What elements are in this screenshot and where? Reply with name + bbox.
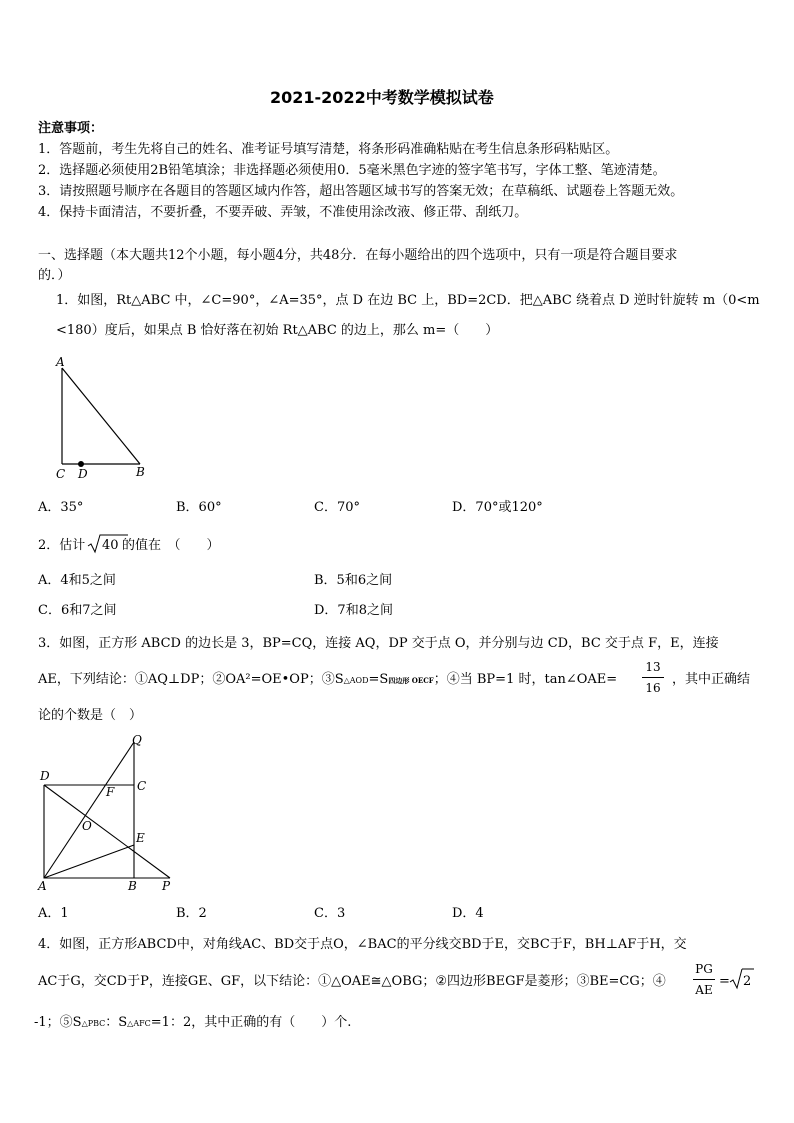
- q3-frac-line: [642, 677, 664, 678]
- q4-stem: 4．如图，正方形ABCD中，对角线AC、BD交于点O，∠BAC的平分线交BD于E，交BC于F，BH⊥AF于H，交: [38, 937, 687, 952]
- q4-frac-line: [693, 979, 715, 980]
- q3-option-b: B．2: [176, 906, 207, 921]
- q2-option-d: D．7和8之间: [314, 603, 393, 618]
- notice-item-2: 2．选择题必须使用2B铅笔填涂；非选择题必须使用0．5毫米黑色字迹的签字笔书写，字体工整、笔迹清楚。: [38, 163, 666, 178]
- q4-equals: =: [719, 974, 730, 989]
- q4-stem-line3-pre: -1；⑤S: [34, 1015, 82, 1030]
- q1-label-d: D: [78, 467, 88, 481]
- q4-sqrt-arg: 2: [743, 974, 752, 989]
- q3-label-d: D: [40, 769, 50, 783]
- q2-stem-pre: 2．估计: [38, 538, 86, 553]
- section-heading-cont: 的．）: [38, 268, 71, 283]
- q1-option-a: A．35°: [38, 500, 84, 515]
- q1-option-b: B．60°: [176, 500, 222, 515]
- q4-stem-line2: AC于G，交CD于P，连接GE、GF，以下结论：①△OAE≅△OBG；②四边形BEGF是菱形；③BE=CG；④: [38, 974, 666, 989]
- q1-figure: [50, 352, 160, 482]
- q3-stem-line2-tail: ，其中正确结: [672, 672, 751, 687]
- q1-stem: 1．如图，Rt△ABC 中，∠C=90°，∠A=35°，点 D 在边 BC 上，BD=2CD．把△ABC 绕着点 D 逆时针旋转 m（0<m: [56, 293, 760, 308]
- q4-sqrt-sign: [730, 968, 744, 990]
- q3-stem-line3: 论的个数是（ ）: [38, 708, 143, 723]
- q3-stem-line2-post: ；④当 BP=1 时，tan∠OAE=: [433, 672, 618, 687]
- page-title: 2021-2022中考数学模拟试卷: [270, 88, 494, 107]
- q3-label-b: B: [128, 879, 137, 893]
- notice-item-1: 1．答题前，考生先将自己的姓名、准考证号填写清楚，将条形码准确粘贴在考生信息条形码粘贴区。: [38, 142, 619, 157]
- q4-colon: ：S: [105, 1015, 128, 1030]
- q1-label-a: A: [56, 355, 65, 369]
- q3-stem-line2: [38, 672, 617, 689]
- q1-option-c: C．70°: [314, 500, 360, 515]
- q4-frac-den: AE: [695, 983, 713, 997]
- q4-stem-line3-post: =1：2，其中正确的有（ ）个.: [150, 1015, 352, 1030]
- q2-option-b: B．5和6之间: [314, 573, 393, 588]
- q3-stem-line2-pre: AE，下列结论：①AQ⊥DP；②OA²=OE•OP；③S: [38, 672, 344, 687]
- q1-label-b: B: [136, 465, 145, 479]
- q4-frac-num: PG: [695, 962, 713, 976]
- q2-option-a: A．4和5之间: [38, 573, 116, 588]
- q1-label-c: C: [56, 467, 66, 481]
- q3-label-p: P: [162, 879, 171, 893]
- q4-sub-afc: △AFC: [127, 1019, 151, 1028]
- q4-sqrt-bar: [742, 968, 754, 970]
- q3-label-c: C: [137, 779, 147, 793]
- q3-option-d: D．4: [452, 906, 484, 921]
- q3-frac-num: 13: [645, 660, 661, 674]
- q4-sub-pbc: △PBC: [81, 1019, 106, 1028]
- q3-label-q: Q: [132, 733, 142, 747]
- q2-stem-post: 的值在 （ ）: [122, 538, 220, 553]
- q3-stem-line2-mid: =S: [368, 672, 389, 687]
- q3-option-a: A．1: [38, 906, 69, 921]
- section-heading: 一、选择题（本大题共12个小题，每小题4分，共48分．在每小题给出的四个选项中，只有一项是符合题目要求: [38, 248, 678, 263]
- q1-stem-cont: <180）度后，如果点 B 恰好落在初始 Rt△ABC 的边上，那么 m=（ ）: [56, 323, 499, 338]
- q3-label-e: E: [136, 831, 145, 845]
- notice-item-3: 3．请按照题号顺序在各题目的答题区域内作答，超出答题区域书写的答案无效；在草稿纸、试题卷上答题无效。: [38, 184, 684, 199]
- q2-sqrt-bar: [100, 534, 120, 536]
- notice-heading: 注意事项：: [38, 121, 104, 136]
- q4-stem-line3: [34, 1015, 351, 1032]
- q3-stem: 3．如图，正方形 ABCD 的边长是 3，BP=CQ，连接 AQ，DP 交于点 O，并分别与边 CD，BC 交于点 F，E，连接: [38, 636, 719, 651]
- q2-sqrt-sign: [88, 534, 102, 554]
- q3-label-f: F: [106, 785, 115, 799]
- q3-option-c: C．3: [314, 906, 346, 921]
- q3-sub-aod: △AOD: [343, 676, 369, 685]
- q3-figure: [34, 730, 184, 893]
- notice-item-4: 4．保持卡面清洁，不要折叠，不要弄破、弄皱，不准使用涂改液、修正带、刮纸刀。: [38, 205, 528, 220]
- q3-sub-oecf: 四边形 OECF: [388, 676, 434, 685]
- q3-label-a: A: [38, 879, 47, 893]
- q3-frac-den: 16: [645, 681, 661, 695]
- q3-label-o: O: [82, 819, 92, 833]
- q2-option-c: C．6和7之间: [38, 603, 117, 618]
- q1-option-d: D．70°或120°: [452, 500, 543, 515]
- q2-radicand: 40: [102, 538, 119, 553]
